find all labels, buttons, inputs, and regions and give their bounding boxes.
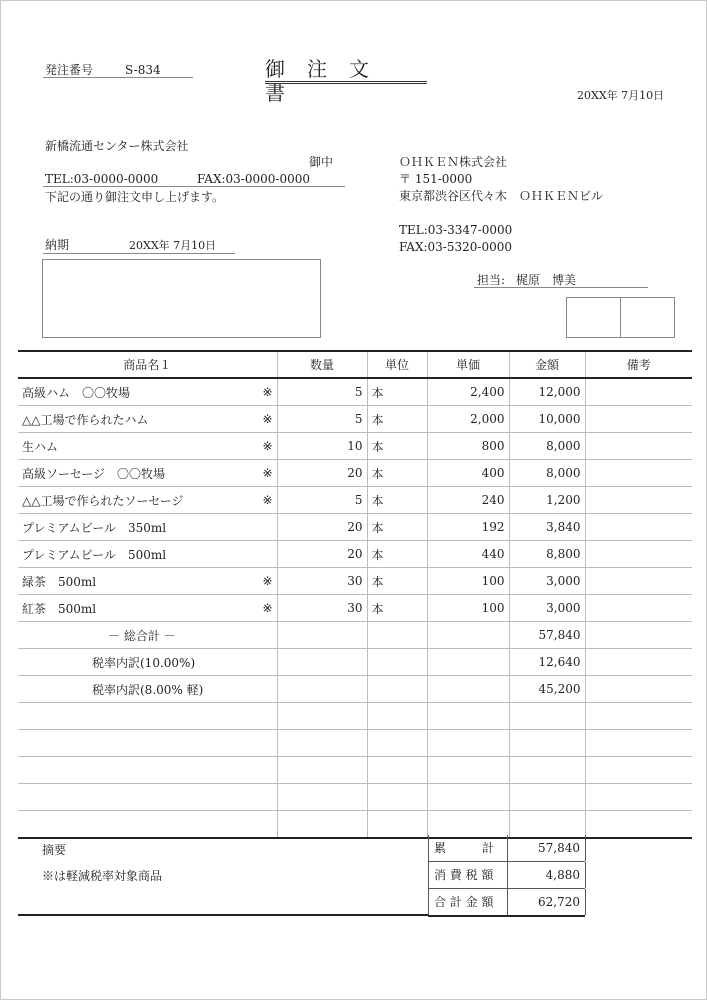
unit-price: 440 — [427, 541, 509, 568]
quantity: 10 — [277, 433, 367, 460]
empty-row — [18, 730, 692, 757]
table-row — [18, 460, 692, 487]
amount: 8,000 — [509, 460, 585, 487]
table-row — [18, 568, 692, 595]
recipient-tel: TEL:03-0000-0000 — [45, 172, 159, 186]
title-underline-second — [265, 83, 427, 84]
reduced-tax-mark: ※ — [262, 439, 273, 453]
tax8-label: 税率内訳(8.00% 軽) — [18, 676, 277, 703]
unit-price: 400 — [427, 460, 509, 487]
unit: 本 — [367, 433, 427, 460]
reduced-tax-mark: ※ — [262, 574, 273, 588]
amount: 10,000 — [509, 406, 585, 433]
seal-box-1 — [566, 297, 621, 338]
remarks — [585, 487, 692, 514]
total-row — [18, 622, 692, 649]
items-table — [18, 350, 692, 839]
product-name: 高級ソーセージ 〇〇牧場 — [22, 466, 166, 481]
empty-row — [18, 784, 692, 811]
unit: 本 — [367, 514, 427, 541]
table-row — [18, 433, 692, 460]
unit: 本 — [367, 541, 427, 568]
unit: 本 — [367, 568, 427, 595]
unit-price: 192 — [427, 514, 509, 541]
header-quantity: 数量 — [277, 351, 367, 378]
header-amount: 金額 — [509, 351, 585, 378]
product-name-cell — [18, 568, 277, 595]
header-remarks: 備考 — [585, 351, 692, 378]
amount: 8,000 — [509, 433, 585, 460]
document-title: 御注文書 — [265, 57, 391, 105]
remarks — [585, 568, 692, 595]
quantity: 5 — [277, 406, 367, 433]
unit-price: 800 — [427, 433, 509, 460]
amount: 8,800 — [509, 541, 585, 568]
product-name-cell — [18, 378, 277, 406]
subtotal-label: 累 計 — [428, 835, 508, 861]
remarks-label: 摘要 — [42, 843, 67, 857]
amount: 3,000 — [509, 568, 585, 595]
remarks-bottom-border — [18, 914, 429, 916]
unit: 本 — [367, 487, 427, 514]
contact-underline — [474, 287, 648, 288]
unit-price: 100 — [427, 595, 509, 622]
remarks — [585, 541, 692, 568]
sender-tel: TEL:03-3347-0000 — [399, 223, 513, 237]
grand-total-value: 62,720 — [509, 889, 586, 915]
amount: 1,200 — [509, 487, 585, 514]
subtotal-value: 57,840 — [509, 835, 586, 861]
header-unit-price: 単価 — [427, 351, 509, 378]
unit: 本 — [367, 460, 427, 487]
delivery-underline — [43, 253, 235, 254]
summary-box — [428, 835, 585, 917]
unit-price: 240 — [427, 487, 509, 514]
quantity: 20 — [277, 514, 367, 541]
empty-row — [18, 757, 692, 784]
remarks — [585, 406, 692, 433]
product-name-cell — [18, 433, 277, 460]
order-number-underline — [43, 77, 193, 78]
quantity: 20 — [277, 460, 367, 487]
table-row — [18, 595, 692, 622]
unit-price: 100 — [427, 568, 509, 595]
table-row — [18, 378, 692, 406]
remarks — [585, 595, 692, 622]
reduced-tax-note: ※は軽減税率対象商品 — [42, 869, 163, 883]
product-name: 高級ハム 〇〇牧場 — [22, 385, 131, 400]
product-name-cell — [18, 460, 277, 487]
empty-row — [18, 703, 692, 730]
delivery-label: 納期 — [45, 238, 70, 252]
subtotal-row — [428, 835, 585, 862]
contact-name: 梶原 博美 — [516, 273, 577, 287]
tax-row — [428, 862, 585, 889]
product-name: 緑茶 500ml — [22, 574, 97, 589]
reduced-tax-mark: ※ — [262, 493, 273, 507]
tax8-row — [18, 676, 692, 703]
product-name: △△工場で作られたソーセージ — [22, 493, 184, 508]
header-product: 商品名１ — [18, 351, 277, 378]
reduced-tax-mark: ※ — [262, 385, 273, 399]
contact-label: 担当: — [477, 273, 506, 287]
tax10-amount: 12,640 — [509, 649, 585, 676]
tax8-amount: 45,200 — [509, 676, 585, 703]
product-name-cell — [18, 487, 277, 514]
notes-box — [42, 259, 321, 338]
quantity: 5 — [277, 487, 367, 514]
delivery-date: 20XX年 7月10日 — [129, 239, 217, 252]
empty-row — [18, 811, 692, 839]
title-underline — [265, 81, 427, 82]
recipient-underline — [43, 186, 345, 187]
product-name-cell — [18, 514, 277, 541]
reduced-tax-mark: ※ — [262, 412, 273, 426]
quantity: 30 — [277, 568, 367, 595]
quantity: 20 — [277, 541, 367, 568]
table-header-row — [18, 351, 692, 378]
remarks — [585, 378, 692, 406]
sender-postal: 〒 151-0000 — [399, 172, 473, 186]
product-name-cell — [18, 541, 277, 568]
quantity: 5 — [277, 378, 367, 406]
order-message: 下記の通り御注文申し上げます。 — [45, 190, 225, 204]
recipient-company: 新橋流通センター株式会社 — [45, 139, 189, 153]
remarks — [585, 433, 692, 460]
reduced-tax-mark: ※ — [262, 601, 273, 615]
unit-price: 2,400 — [427, 378, 509, 406]
grand-total-row — [428, 889, 585, 917]
tax-label: 消 費 税 額 — [428, 862, 508, 888]
tax10-row — [18, 649, 692, 676]
tax10-label: 税率内訳(10.00%) — [18, 649, 277, 676]
recipient-fax: FAX:03-0000-0000 — [197, 172, 310, 186]
issue-date: 20XX年 7月10日 — [577, 89, 665, 102]
header-unit: 単位 — [367, 351, 427, 378]
total-amount: 57,840 — [509, 622, 585, 649]
sender-address: 東京都渋谷区代々木 ＯＨＫＥＮビル — [399, 189, 604, 203]
sender-fax: FAX:03-5320-0000 — [399, 240, 512, 254]
table-row — [18, 487, 692, 514]
remarks — [585, 460, 692, 487]
unit: 本 — [367, 595, 427, 622]
sender-company: ＯＨＫＥＮ株式会社 — [399, 155, 508, 169]
total-label: － 総合計 － — [18, 622, 277, 649]
table-row — [18, 541, 692, 568]
product-name: プレミアムビール 500ml — [22, 547, 167, 562]
table-row — [18, 514, 692, 541]
tax-value: 4,880 — [509, 862, 586, 888]
quantity: 30 — [277, 595, 367, 622]
order-number-value: S-834 — [125, 63, 161, 77]
recipient-honorific: 御中 — [309, 155, 334, 169]
amount: 3,840 — [509, 514, 585, 541]
product-name-cell — [18, 406, 277, 433]
amount: 12,000 — [509, 378, 585, 406]
reduced-tax-mark: ※ — [262, 466, 273, 480]
product-name: △△工場で作られたハム — [22, 412, 149, 427]
grand-total-label: 合 計 金 額 — [428, 889, 508, 915]
order-number-label: 発注番号 — [45, 63, 94, 77]
amount: 3,000 — [509, 595, 585, 622]
unit: 本 — [367, 406, 427, 433]
table-row — [18, 406, 692, 433]
product-name-cell — [18, 595, 277, 622]
product-name: プレミアムビール 350ml — [22, 520, 167, 535]
product-name: 紅茶 500ml — [22, 601, 97, 616]
seal-box-2 — [620, 297, 675, 338]
unit-price: 2,000 — [427, 406, 509, 433]
product-name: 生ハム — [22, 439, 59, 454]
unit: 本 — [367, 378, 427, 406]
remarks — [585, 514, 692, 541]
